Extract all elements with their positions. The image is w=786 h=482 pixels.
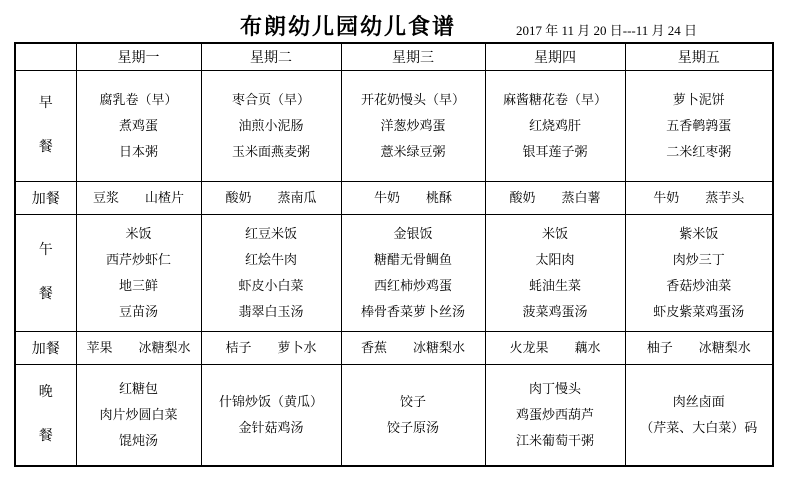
menu-item: 桔子 萝卜水 (225, 340, 317, 355)
cell-snack-pm-wednesday (341, 332, 485, 365)
menu-item: 煮鸡蛋 (118, 118, 158, 133)
day-header-wednesday: 星期三 (341, 43, 485, 71)
page-title: 布朗幼儿园幼儿食谱 (239, 14, 456, 39)
menu-item: 银耳莲子粥 (522, 144, 588, 159)
cell-lunch-tuesday (201, 215, 341, 332)
cell-dinner-thursday (485, 365, 625, 467)
cell-dinner-monday (76, 365, 201, 467)
menu-item: 香菇炒油菜 (666, 278, 732, 293)
cell-snack-am-wednesday (341, 182, 485, 215)
menu-item: 肉片炒圆白菜 (99, 407, 178, 422)
menu-item: 牛奶 桃酥 (373, 190, 452, 205)
menu-item: 红烧鸡肝 (528, 118, 581, 133)
menu-item: 饺子 (399, 394, 426, 409)
menu-item: 江米葡萄干粥 (515, 433, 594, 448)
date-range: 2017 年 11 月 20 日---11 月 24 日 (516, 23, 698, 38)
corner-cell (15, 43, 76, 71)
cell-snack-am-tuesday (201, 182, 341, 215)
cell-lunch-thursday (485, 215, 625, 332)
cell-snack-am-friday (625, 182, 773, 215)
menu-item: 玉米面燕麦粥 (231, 144, 310, 159)
row-label-cell (15, 332, 76, 365)
table-row-breakfast (15, 71, 773, 182)
page-header (0, 0, 786, 42)
menu-item: 蚝油生菜 (528, 278, 581, 293)
table-row-dinner (15, 365, 773, 467)
row-label-cell (15, 182, 76, 215)
menu-item: 洋葱炒鸡蛋 (380, 118, 446, 133)
menu-item: 腐乳卷（早） (99, 92, 178, 107)
day-header-thursday: 星期四 (485, 43, 625, 71)
menu-item: 地三鲜 (118, 278, 158, 293)
menu-item: 虾皮紫菜鸡蛋汤 (653, 304, 745, 319)
menu-table (14, 42, 774, 467)
day-header-monday: 星期一 (76, 43, 201, 71)
menu-item: 枣合页（早） (231, 92, 310, 107)
cell-breakfast-friday (625, 71, 773, 182)
menu-item: 太阳肉 (535, 252, 575, 267)
row-label-lunch: 午餐 (38, 243, 53, 302)
menu-item: 红糖包 (118, 381, 158, 396)
menu-item: 五香鹌鹑蛋 (666, 118, 732, 133)
menu-item: 开花奶慢头（早） (360, 92, 465, 107)
cell-snack-pm-thursday (485, 332, 625, 365)
menu-item: 牛奶 蒸芋头 (653, 190, 745, 205)
cell-lunch-wednesday (341, 215, 485, 332)
menu-item: 薏米绿豆粥 (380, 144, 446, 159)
table-row-lunch (15, 215, 773, 332)
menu-item: 香蕉 冰糖梨水 (360, 340, 465, 355)
day-header-tuesday: 星期二 (201, 43, 341, 71)
row-label-dinner: 晚餐 (38, 385, 53, 444)
table-header-row (15, 43, 773, 71)
cell-dinner-friday (625, 365, 773, 467)
row-label-cell (15, 365, 76, 467)
menu-item: （芹菜、大白菜）码 (640, 420, 758, 435)
menu-item: 米饭 (541, 226, 568, 241)
menu-item: 红豆米饭 (244, 226, 297, 241)
menu-item: 米饭 (125, 226, 152, 241)
menu-item: 日本粥 (118, 144, 158, 159)
cell-snack-pm-tuesday (201, 332, 341, 365)
menu-item: 金针菇鸡汤 (238, 420, 304, 435)
cell-breakfast-tuesday (201, 71, 341, 182)
menu-item: 火龙果 藕水 (509, 340, 601, 355)
cell-breakfast-wednesday (341, 71, 485, 182)
menu-item: 菠菜鸡蛋汤 (522, 304, 588, 319)
menu-item: 酸奶 蒸南瓜 (225, 190, 317, 205)
cell-snack-pm-monday (76, 332, 201, 365)
menu-item: 翡翠白玉汤 (238, 304, 304, 319)
menu-item: 紫米饭 (679, 226, 719, 241)
cell-lunch-monday (76, 215, 201, 332)
menu-item: 麻酱糖花卷（早） (502, 92, 607, 107)
cell-snack-am-monday (76, 182, 201, 215)
menu-item: 柚子 冰糖梨水 (646, 340, 751, 355)
cell-snack-pm-friday (625, 332, 773, 365)
cell-dinner-tuesday (201, 365, 341, 467)
day-header-friday: 星期五 (625, 43, 773, 71)
menu-item: 金银饭 (393, 226, 433, 241)
menu-item: 虾皮小白菜 (238, 278, 304, 293)
menu-item: 肉丁慢头 (528, 381, 581, 396)
row-label-cell (15, 71, 76, 182)
cell-lunch-friday (625, 215, 773, 332)
row-label-breakfast: 早餐 (38, 96, 53, 155)
cell-dinner-wednesday (341, 365, 485, 467)
row-label-cell (15, 215, 76, 332)
menu-item: 糖醋无骨鲷鱼 (373, 252, 452, 267)
row-label-snack-am: 加餐 (31, 192, 60, 207)
row-label-snack-pm: 加餐 (31, 342, 60, 357)
menu-item: 饺子原汤 (386, 420, 439, 435)
menu-item: 西芹炒虾仁 (105, 252, 171, 267)
table-row-snack-am (15, 182, 773, 215)
menu-item: 什锦炒饭（黄瓜） (218, 394, 323, 409)
menu-item: 红烩牛肉 (244, 252, 297, 267)
menu-item: 苹果 冰糖梨水 (86, 340, 191, 355)
menu-item: 豆浆 山楂片 (92, 190, 184, 205)
menu-item: 肉丝卤面 (672, 394, 725, 409)
menu-item: 棒骨香菜萝卜丝汤 (360, 304, 465, 319)
menu-item: 肉炒三丁 (672, 252, 725, 267)
menu-item: 豆苗汤 (118, 304, 158, 319)
menu-item: 西红柿炒鸡蛋 (373, 278, 452, 293)
cell-breakfast-monday (76, 71, 201, 182)
menu-item: 酸奶 蒸白薯 (509, 190, 601, 205)
menu-item: 萝卜泥饼 (672, 92, 725, 107)
table-row-snack-pm (15, 332, 773, 365)
menu-item: 二米红枣粥 (666, 144, 732, 159)
menu-item: 油煎小泥肠 (238, 118, 304, 133)
cell-breakfast-thursday (485, 71, 625, 182)
menu-item: 馄炖汤 (118, 433, 158, 448)
cell-snack-am-thursday (485, 182, 625, 215)
menu-item: 鸡蛋炒西葫芦 (515, 407, 594, 422)
